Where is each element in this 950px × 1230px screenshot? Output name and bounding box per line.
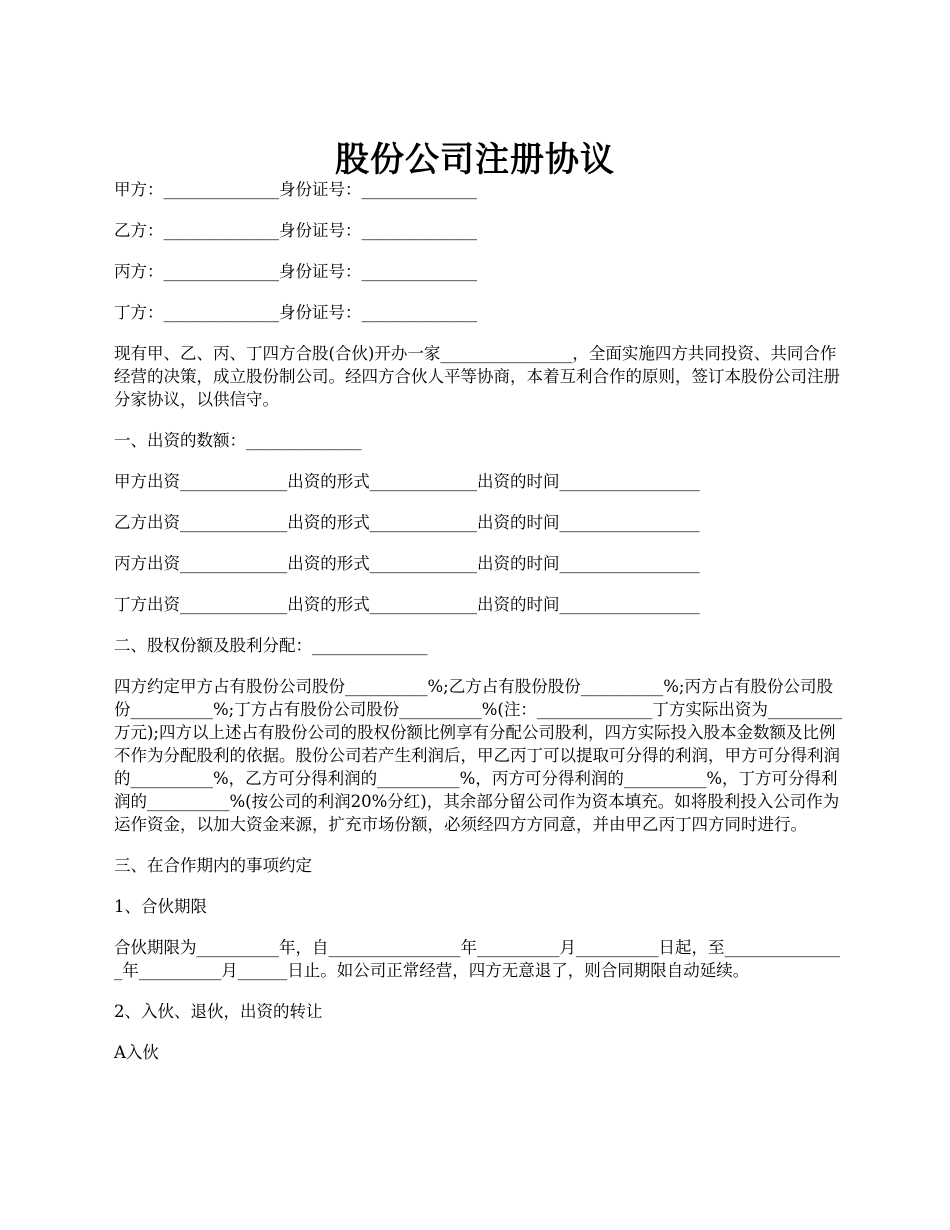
document-title: 股份公司注册协议 bbox=[335, 139, 615, 180]
document-body bbox=[114, 178, 844, 1082]
party-b-line: 乙方：______________身份证号：______________ bbox=[114, 221, 477, 240]
party-c-line: 丙方：______________身份证号：______________ bbox=[114, 262, 477, 281]
party-a-contribution: 甲方出资_____________出资的形式_____________出资的时间_________________ bbox=[114, 472, 700, 491]
party-a-line: 甲方：______________身份证号：______________ bbox=[114, 180, 477, 199]
subsection-a-heading: A入伙 bbox=[114, 1043, 159, 1062]
party-d-line: 丁方：______________身份证号：______________ bbox=[114, 303, 477, 322]
term-paragraph: 合伙期限为__________年，自________________年__________月__________日起，至_______________年__________月______日止。如公司正常经营，四方无意退了，则合同期限自动延续。 bbox=[114, 938, 840, 980]
party-d-contribution: 丁方出资_____________出资的形式_____________出资的时间_________________ bbox=[114, 595, 700, 614]
party-b-contribution: 乙方出资_____________出资的形式_____________出资的时间_________________ bbox=[114, 513, 700, 532]
section-1-heading: 一、出资的数额：______________ bbox=[114, 431, 362, 450]
subsection-2-heading: 2、入伙、退伙，出资的转让 bbox=[114, 1002, 323, 1021]
section-2-heading: 二、股权份额及股利分配：______________ bbox=[114, 636, 428, 655]
party-c-contribution: 丙方出资_____________出资的形式_____________出资的时间_________________ bbox=[114, 554, 700, 573]
section-3-heading: 三、在合作期内的事项约定 bbox=[114, 856, 312, 875]
preamble-paragraph: 现有甲、乙、丙、丁四方合股(合伙)开办一家________________，全面实施四方共同投资、共同合作经营的决策，成立股份制公司。经四方合伙人平等协商，本着互利合作的原则，签订本股份公司注册分家协议，以供信守。 bbox=[114, 344, 840, 409]
subsection-1-heading: 1、合伙期限 bbox=[114, 897, 207, 916]
equity-paragraph: 四方约定甲方占有股份公司股份__________%;乙方占有股份股份__________%;丙方占有股份公司股份__________%;丁方占有股份公司股份__________%(注：______________丁方实际出资为_________万元);四方以上述占有股份公司的股权份额比例享有分配公司股利，四方实际投入股本金数额及比例不作为分配股利的依据。股份公司若产生利润后，甲乙丙丁可以提取可分得的利润，甲方可分得利润的__________%，乙方可分得利润的__________%，丙方可分得利润的__________%，丁方可分得利润的__________%(按公司的利润20%分红)，其余部分留公司作为资本填充。如将股利投入公司作为运作资金，以加大资金来源，扩充市场份额，必须经四方方同意，并由甲乙丙丁四方同时进行。 bbox=[114, 677, 843, 834]
